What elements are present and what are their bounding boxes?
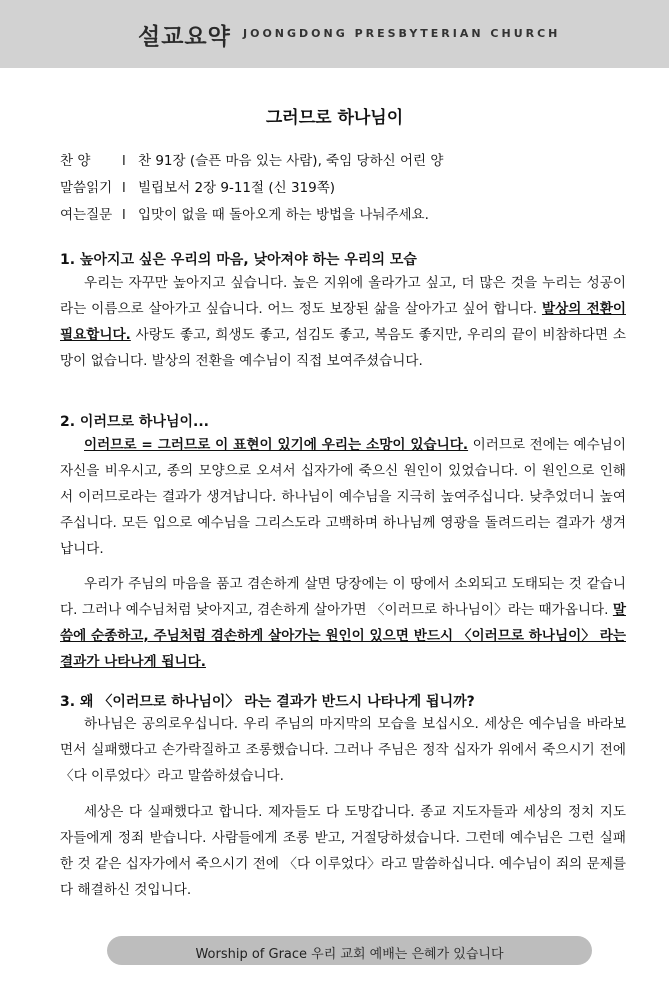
section-2-paragraph-1 [60,432,626,562]
section-2-paragraph-2 [60,571,626,675]
info-label: 찬 양 [60,153,91,169]
section-3-paragraph-2: 세상은 다 실패했다고 합니다. 제자들도 다 도망갑니다. 종교 지도자들과 세상의 정치 지도자들에게 정죄 받습니다. 사람들에게 조롱 받고, 거절당하셨습니다. 그런데 예수님은 그런 실패한 것 같은 십자가에서 죽으시기 전에 〈다 이루었다〉라고 말씀하십니다. 예수님이 죄의 문제를 다 해결하신 것입니다. [60,804,626,898]
info-label: 여는질문 [60,207,113,223]
footer-text: Worship of Grace 우리 교회 예배는 은혜가 있습니다 [195,947,504,962]
header-title: 설교요약 [138,24,231,50]
emphasis-text: 발상의 전환이 필요합니다. [60,301,626,343]
text-run: 우리가 주님의 마음을 품고 겸손하게 살면 당장에는 이 땅에서 소외되고 도태되는 것 같습니다. 그러나 예수님처럼 낮아지고, 겸손하게 살아가면 〈이러므로 하나님이〉라는 때가옵니다. [60,576,626,618]
section-3-heading: 3. 왜 〈이러므로 하나님이〉 라는 결과가 반드시 나타나게 됩니까? [60,694,475,710]
info-row-question [60,203,429,223]
section-1-paragraph [60,270,626,374]
info-row-reading [60,176,335,196]
info-value: 입맛이 없을 때 돌아오게 하는 방법을 나눠주세요. [138,207,429,223]
page-title: 그러므로 하나님이 [265,108,404,128]
info-value: 찬 91장 (슬픈 마음 있는 사람), 죽임 당하신 어린 양 [138,153,444,169]
header-subtitle: JOONGDONG PRESBYTERIAN CHURCH [243,27,561,40]
info-separator: l [122,153,126,169]
section-1-heading: 1. 높아지고 싶은 우리의 마음, 낮아져야 하는 우리의 모습 [60,252,417,268]
info-value: 빌립보서 2장 9-11절 (신 319쪽) [138,180,336,196]
info-label: 말씀읽기 [60,180,113,196]
header-band [0,0,669,68]
emphasis-text: 이러므로 = 그러므로 이 표현이 있기에 우리는 소망이 있습니다. [84,437,469,453]
text-run: 사랑도 좋고, 희생도 좋고, 섬김도 좋고, 복음도 좋지만, 우리의 끝이 비참하다면 소망이 없습니다. 발상의 전환을 예수님이 직접 보여주셨습니다. [60,327,626,369]
info-row-hymn [60,149,443,169]
text-run: 우리는 자꾸만 높아지고 싶습니다. 높은 지위에 올라가고 싶고, 더 많은 것을 누리는 성공이라는 이름으로 살아가고 싶습니다. 어느 정도 보장된 삶을 살아가고 싶어 합니다. [60,275,626,317]
footer-banner [107,936,592,965]
text-run: 이러므로 전에는 예수님이 자신을 비우시고, 종의 모양으로 오셔서 십자가에 죽으신 원인이 있었습니다. 이 원인으로 인해서 이러므로라는 결과가 생겨납니다. 하나님이 예수님을 지극히 높여주십니다. 낮추었더니 높여주십니다. 모든 입으로 예수님을 그리스도라 고백하며 하나님께 영광을 돌려드리는 결과가 생겨납니다. [60,437,626,557]
section-3-paragraph-1: 하나님은 공의로우십니다. 우리 주님의 마지막의 모습을 보십시오. 세상은 예수님을 바라보면서 실패했다고 손가락질하고 조롱했습니다. 그러나 주님은 정작 십자가 위에서 죽으시기 전에 〈다 이루었다〉라고 말씀하셨습니다. [60,716,626,784]
info-separator: l [122,180,126,196]
section-2-heading: 2. 이러므로 하나님이... [60,414,209,430]
info-separator: l [122,207,126,223]
emphasis-text: 말씀에 순종하고, 주님처럼 겸손하게 살아가는 원인이 있으면 반드시 〈이러므로 하나님이〉 라는 결과가 나타나게 됩니다. [60,602,626,670]
